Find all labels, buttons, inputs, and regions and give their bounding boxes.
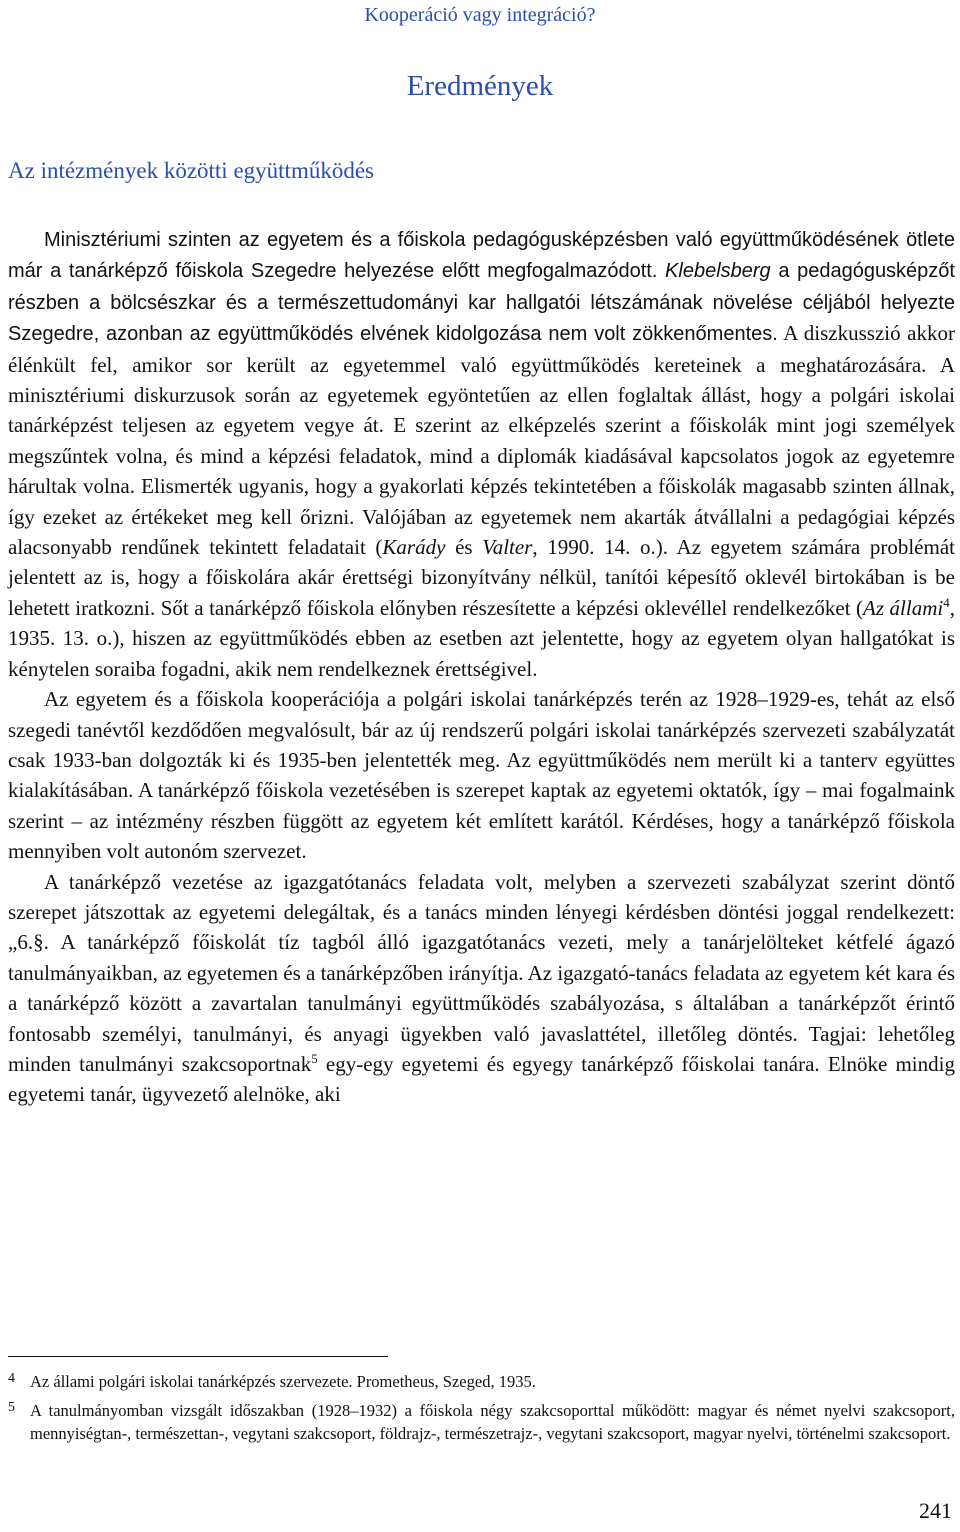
footnote-divider [8, 1356, 388, 1357]
page-number: 241 [919, 1498, 952, 1523]
page-title: Eredmények [406, 70, 554, 102]
author-name: Karády [382, 535, 446, 560]
text-run: Valójában az egyetemek nem akarták átvállalni a pedagógiai képzés alacsonyabb rendűnek tekintett feladatait ( [8, 504, 955, 560]
text-run: , 1990. 14. o.). [532, 535, 669, 560]
footnote-ref-4[interactable]: 4 [943, 594, 950, 610]
author-name: Valter [482, 535, 533, 560]
footnote-number: 5 [8, 1400, 15, 1415]
footnote-text: A tanulmányomban vizsgált időszakban (1928–1932) a főiskola négy szakcsoporttal működött: magyar és német nyelvi szakcsoport, mennyiségtan-, természettan-, vegytani szakcsoport, földrajz-, természetrajz-, vegytani szakcsoport, magyar nyelvi, történelmi szakcsoport. [30, 1401, 955, 1443]
paragraph-1 [8, 224, 955, 684]
body-text [8, 224, 955, 1110]
footnote-4 [8, 1370, 955, 1393]
text-run: Sőt a tanárképző főiskola előnyben részesítette a képzési oklevéllel rendelkezőket ( [155, 595, 864, 620]
text-run: A diszkusszió akkor élénkült fel, amikor sor került az egyetemmel való együttműködés kereteinek a meghatározására. [8, 321, 955, 377]
text-run: a pedagógusképzőt részben a bölcsészkar és a természettudományi kar hallgatói létszámának növelése céljából helyezte Szegedre, azonban az együttműködés elvének kidolgozása nem volt zökkenőmentes. [8, 260, 955, 346]
author-name: Klebelsberg [665, 260, 771, 283]
text-run: A minisztériumi diskurzusok során az egyetemek egyöntetűen az ellen foglaltak állást, hogy a polgári iskolai tanárképzést teljesen az egyetem vegye át. [8, 352, 955, 438]
footnote-ref-5[interactable]: 5 [311, 1050, 318, 1066]
text-run: egy-egy egyetemi és egyegy tanárképző főiskolai tanára. Elnöke mindig egyetemi tanár, ügyvezető alelnöke, aki [8, 1051, 955, 1107]
footnote-5 [8, 1399, 955, 1445]
running-header: Kooperáció vagy integráció? [364, 4, 596, 26]
footnote-text: Az állami polgári iskolai tanárképzés szervezete. Prometheus, Szeged, 1935. [30, 1372, 536, 1391]
text-run: , 1935. 13. o.), hiszen az együttműködés ebben az esetben azt jelentette, hogy az egyetem olyan hallgatókat is kénytelen soraiba fogadni, akik nem rendelkeznek érettségivel. [8, 595, 955, 681]
paragraph-3 [8, 867, 955, 1110]
text-run: Elismerték ugyanis, hogy a gyakorlati képzés tekintetében a főiskolák magasabb szinten állnak, így ezeket az értékeket meg kell őrizni. [8, 474, 955, 529]
source-title: Az állami [863, 595, 944, 620]
text-run: A tanárképző vezetése az igazgatótanács feladata volt, melyben a szervezeti szabályzat szerint döntő szerepet játszottak az egyetemi delegáltak, és a tanács minden lényegi kérdésben döntési joggal rendelkezett: „6.§. A tanárképző főiskolát tíz tagból álló igazgatótanács vezeti, mely a tanárjelölteket kétfelé ágazó tanulmányaikban, az egyetemen és a tanárképzőben irányítja. Az igazgató-tanács feladata az egyetem két kara és a tanárképző között a zavartalan tanulmányi együttműködés szabályozása, s általában a tanárképzőt érintő fontosabb személyi, tanulmányi, és anyagi ügyekben való javaslattétel, illetőleg döntés. Tagjai: lehetőleg minden tanulmányi szakcsoportnak [8, 869, 955, 1076]
section-title: Az intézmények közötti együttműködés [8, 158, 374, 183]
footnotes [8, 1370, 955, 1451]
text-run: Minisztériumi szinten az egyetem és a főiskola pedagógusképzésben való együttműködésének ötlete már a tanárképző főiskola Szegedre helyezése előtt megfogalmazódott. [8, 229, 955, 283]
text-run: és [445, 535, 483, 560]
text-run: E szerint az elképzelés szerint a főiskolák mint jogi személyek megszűntek volna, és mind a képzési feladatok, mind a diplomák kiadásával kapcsolatos jogok az egyetemre hárultak volna. [8, 413, 955, 499]
paragraph-2: Az egyetem és a főiskola kooperációja a polgári iskolai tanárképzés terén az 1928–1929-es, tehát az első szegedi tanévtől kezdődően megvalósult, bár az új rendszerű polgári iskolai tanárképzés szervezeti szabályzatát csak 1933-ban dolgozták ki és 1935-ben jelentették meg. Az együttműködés nem merült ki a tanterv együttes kialakításában. A tanárképző főiskola vezetésében is szerepet kaptak az egyetemi oktatók, így – mai fogalmaink szerint – az intézmény részben függött az egyetem két említett karától. Kérdéses, hogy a tanárképző főiskola mennyiben volt autonóm szervezet. [8, 687, 955, 864]
text-run: Az egyetem számára problémát jelentett az is, hogy a főiskolára akár érettségi bizonyítvány nélkül, tanítói képesítő oklevél birtokában is be lehetett iratkozni. [8, 535, 955, 620]
footnote-number: 4 [8, 1371, 15, 1386]
